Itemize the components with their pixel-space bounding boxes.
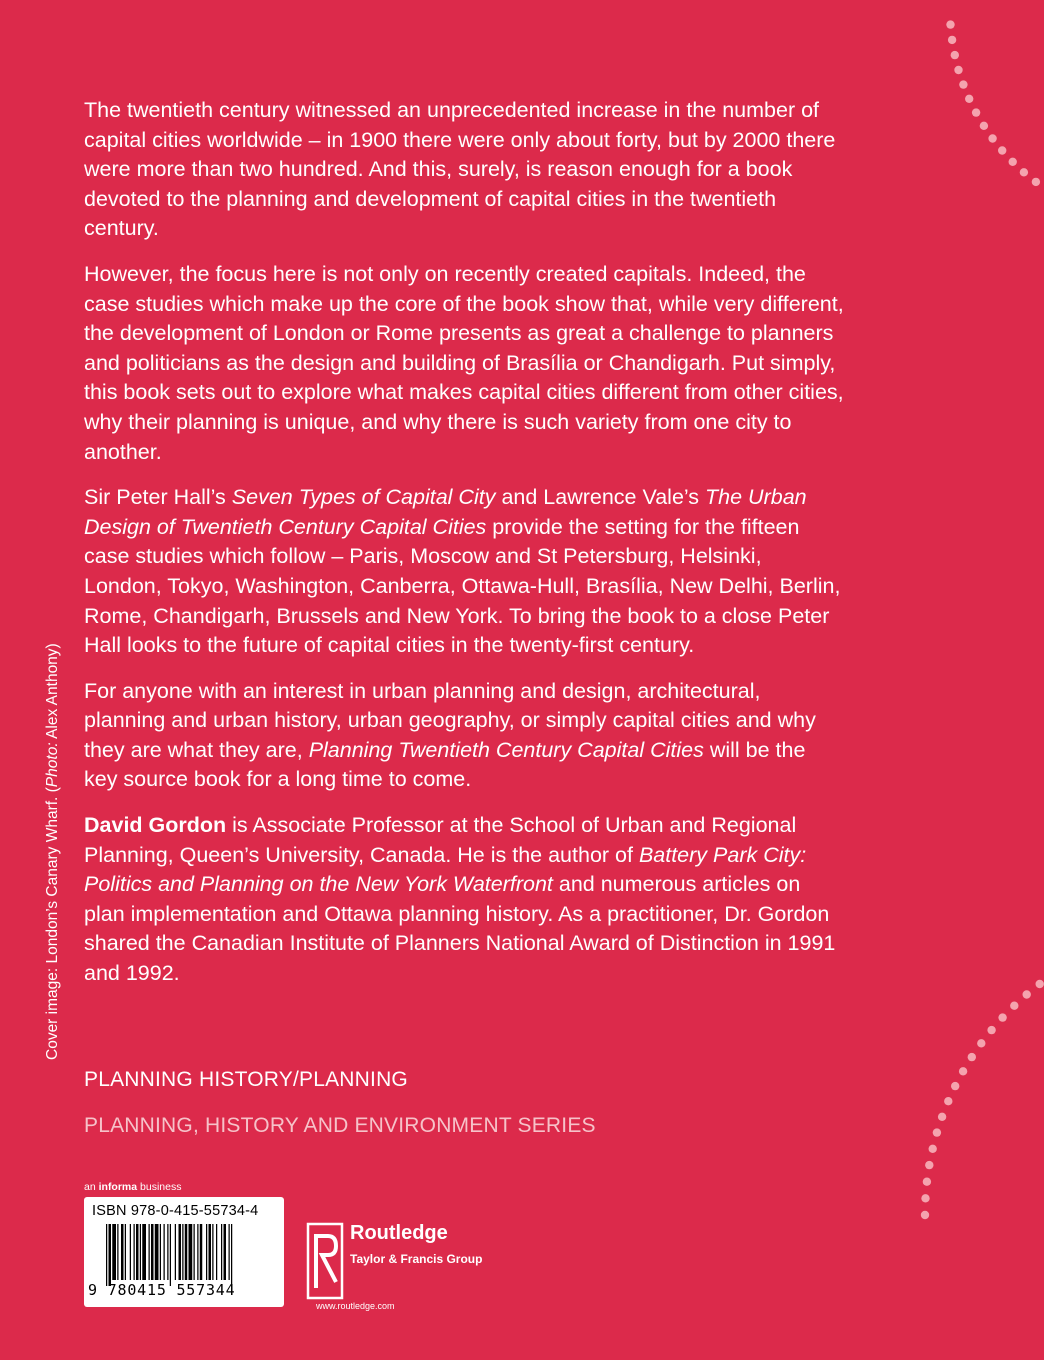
cover-image-credit: Cover image: London’s Canary Wharf. (Photo: Alex Anthony) <box>44 643 61 1060</box>
publisher-block <box>306 1222 506 1312</box>
book-title-urban-design: The Urban Design of Twentieth Century Capital Cities <box>84 485 807 539</box>
isbn-barcode <box>84 1197 284 1307</box>
blurb-text <box>84 96 844 1005</box>
barcode-number: 9 780415 557344 <box>88 1281 236 1299</box>
blurb-paragraph-3: Sir Peter Hall’s Seven Types of Capital City and Lawrence Vale’s The Urban Design of Twentieth Century Capital Cities provide the setting for the fifteen case studies which follow – Paris, Moscow and St Petersburg, Helsinki, London, Tokyo, Washington, Canberra, Ottawa-Hull, Brasília, New Delhi, Berlin, Rome, Chandigarh, Brussels and New York. To bring the book to a close Peter Hall looks to the future of capital cities in the twenty-first century. <box>84 485 841 658</box>
blurb-paragraph-1: The twentieth century witnessed an unprecedented increase in the number of capital cities worldwide – in 1900 there were only about forty, but by 2000 there were more than two hundred. And this, surely, is reason enough for a book devoted to the planning and development of capital cities in the twentieth century. <box>84 98 836 241</box>
book-title-battery-park: Battery Park City: Politics and Planning on the New York Waterfront <box>84 842 807 897</box>
informa-business-line: an informa business <box>84 1181 182 1193</box>
isbn-label: ISBN 978-0-415-55734-4 <box>92 1203 259 1219</box>
publisher-group: Taylor & Francis Group <box>350 1252 483 1266</box>
routledge-logo-icon <box>306 1222 344 1300</box>
book-title-seven-types: Seven Types of Capital City <box>231 485 496 510</box>
blurb-paragraph-4: For anyone with an interest in urban planning and design, architectural, planning and urban history, urban geography, or simply capital cities and why they are what they are, Planning Twentieth Century Capital Cities will be the key source book for a long time to come. <box>84 678 816 792</box>
publisher-name: Routledge <box>350 1222 448 1244</box>
blurb-paragraph-2: However, the focus here is not only on recently created capitals. Indeed, the case studies which make up the core of the book show that, while very different, the development of London or Rome presents as great a challenge to planners and politicians as the design and building of Brasília or Chandigarh. Put simply, this book sets out to explore what makes capital cities different from other cities, why their planning is unique, and why there is such variety from one city to another. <box>84 261 844 464</box>
publisher-url: www.routledge.com <box>316 1301 395 1311</box>
author-name: David Gordon <box>84 813 227 838</box>
subject-category: PLANNING HISTORY/PLANNING <box>84 1068 408 1091</box>
author-bio: David Gordon is Associate Professor at the School of Urban and Regional Planning, Queen’s University, Canada. He is the author of Battery Park City: Politics and Planning on the New York Waterfront and numerous articles on plan implementation and Ottawa planning history. As a practitioner, Dr. Gordon shared the Canadian Institute of Planners National Award of Distinction in 1991 and 1992. <box>84 813 836 986</box>
book-title-planning: Planning Twentieth Century Capital Cities <box>308 737 704 762</box>
series-title: PLANNING, HISTORY AND ENVIRONMENT SERIES <box>84 1114 596 1137</box>
barcode-bars <box>106 1224 276 1286</box>
